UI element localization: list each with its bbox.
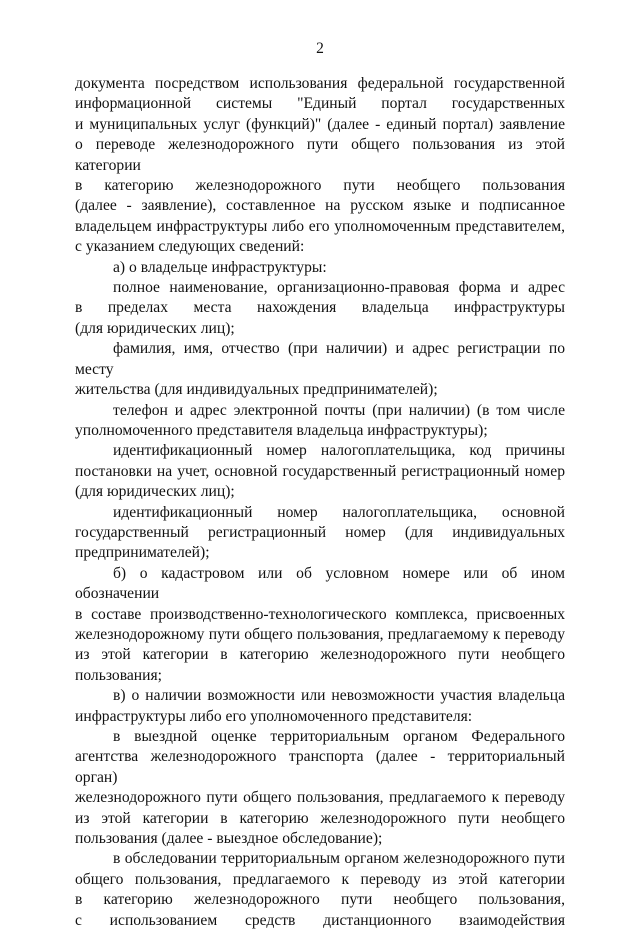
text-line: пользования; [75, 666, 162, 684]
text-line: в составе производственно-технологического комплекса, присвоенных [75, 605, 565, 623]
text-line: в категорию железнодорожного пути необщего пользования [75, 177, 565, 195]
text-line: общего пользования, предлагаемого к переводу из этой категории [75, 870, 565, 888]
paragraph [75, 339, 565, 400]
text-line: железнодорожному пути общего пользования, предлагаемому к переводу [75, 625, 565, 643]
text-line: пользования (далее - выездное обследование); [75, 830, 383, 848]
paragraph [75, 727, 565, 849]
text-line: из этой категории в категорию железнодорожного пути необщего [75, 809, 565, 827]
paragraph [75, 441, 565, 502]
text-line: предпринимателей); [75, 544, 210, 562]
paragraph [75, 278, 565, 339]
text-line: постановки на учет, основной государственный регистрационный номер [75, 462, 565, 480]
text-line: в) о наличии возможности или невозможности участия владельца [113, 687, 565, 705]
text-line: информационной системы "Единый портал государственных [75, 95, 565, 113]
document-body [75, 74, 565, 931]
text-line: государственный регистрационный номер (для индивидуальных [75, 523, 565, 541]
text-line: в пределах места нахождения владельца инфраструктуры [75, 299, 565, 317]
text-line: инфраструктуры либо его уполномоченного представителя: [75, 707, 473, 725]
text-line: (для юридических лиц); [75, 319, 235, 337]
text-line: в выездной оценке территориальным органом Федерального [113, 728, 565, 745]
paragraph [75, 74, 565, 258]
text-line: а) о владельце инфраструктуры: [113, 258, 327, 276]
paragraph [75, 258, 565, 278]
text-line: с указанием следующих сведений: [75, 238, 305, 256]
text-line: полное наименование, организационно-правовая форма и адрес [113, 279, 565, 297]
paragraph [75, 564, 565, 686]
text-line: фамилия, имя, отчество (при наличии) и адрес регистрации по месту [75, 340, 565, 378]
text-line: в обследовании территориальным органом железнодорожного пути [113, 850, 565, 868]
text-line: (далее - заявление), составленное на русском языке и подписанное [75, 197, 565, 215]
paragraph [75, 849, 565, 931]
text-line: из этой категории в категорию железнодорожного пути необщего [75, 646, 565, 664]
text-line: (для юридических лиц); [75, 483, 235, 501]
text-line: идентификационный номер налогоплательщика, основной [113, 503, 565, 521]
text-line: с использованием средств дистанционного взаимодействия [75, 911, 565, 929]
text-line: и муниципальных услуг (функций)" (далее - единый портал) заявление [75, 115, 565, 133]
text-line: владельцем инфраструктуры либо его уполномоченным представителем, [75, 217, 565, 235]
page-number: 2 [316, 40, 324, 57]
text-line: агентства железнодорожного транспорта (далее - территориальный орган) [75, 748, 565, 786]
text-line: документа посредством использования федеральной государственной [75, 75, 565, 92]
text-line: телефон и адрес электронной почты (при наличии) (в том числе [113, 401, 565, 419]
text-line: б) о кадастровом или об условном номере или об ином обозначении [75, 564, 565, 603]
paragraph [75, 686, 565, 727]
text-line: о переводе железнодорожного пути общего пользования из этой категории [75, 136, 565, 174]
text-line: в категорию железнодорожного пути необщего пользования, [75, 891, 565, 909]
text-line: жительства (для индивидуальных предпринимателей); [75, 381, 438, 399]
text-line: железнодорожного пути общего пользования, предлагаемого к переводу [75, 789, 565, 807]
text-line: уполномоченного представителя владельца инфраструктуры); [75, 421, 488, 439]
paragraph [75, 503, 565, 564]
text-line: идентификационный номер налогоплательщика, код причины [113, 442, 565, 460]
paragraph [75, 401, 565, 442]
